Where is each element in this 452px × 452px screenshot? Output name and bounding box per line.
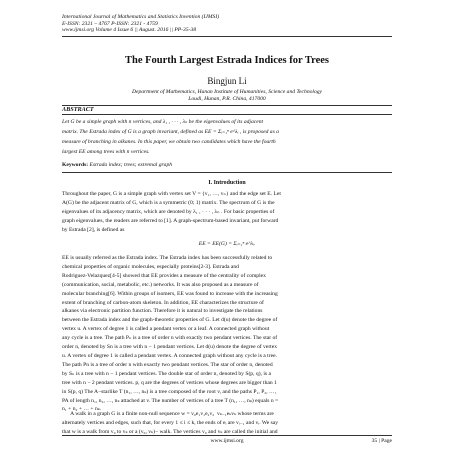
abstract-line: largest EE among trees with n vertices. <box>62 149 150 155</box>
affiliation-line-2: Loudi, Hunan, P.R. China, 417000 <box>188 95 266 102</box>
journal-issue: www.ijmsi.org Volume 4 Issue 6 || August. 2016 || PP-35-38 <box>62 27 197 34</box>
abstract-bottom-divider <box>62 172 392 173</box>
body-line: Rodriguez-Velazquez[4-5] showed that EE provides a measure of the centrality of complex <box>62 272 266 279</box>
keywords <box>62 162 392 168</box>
body-line: Throughout the paper, G is a simple graph with vertex set V = {v₁, …, vₙ} and the edge set E. Let <box>62 191 281 197</box>
abstract-line: matrix. The Estrada index of G is a graph invariant, defined as EE = Σᵢ₌₁ⁿ e^λᵢ , is proposed as a <box>62 129 279 135</box>
journal-header <box>62 14 392 34</box>
intro-paragraph-2 <box>62 254 392 414</box>
body-line: chemical properties of organic molecules, especially proteins[2-3]. Estrada and <box>62 263 239 270</box>
paper-title: The Fourth Largest Estrada Indices for Trees <box>125 55 329 66</box>
body-line: order n, denoted by Sn is a tree with n − 1 pendant vertices. Let d(u) denote the degree of vertex <box>62 344 278 351</box>
abstract-top-divider <box>62 105 392 106</box>
keywords-text: Estrada index; trees; extremal graph <box>89 162 173 168</box>
body-line: molecular branching[6]. Within groups of isomers, EE was found to increase with the increasing <box>62 290 278 297</box>
abstract-body <box>62 117 392 157</box>
abstract-line: measure of branching in alkanes. In this paper, we obtain two candidates which have the fourth <box>62 139 276 145</box>
body-line: u. A vertex of degree 1 is called a pendant vertex. A connected graph without any cycle is a tree. <box>62 352 277 359</box>
footer-divider <box>62 435 392 436</box>
abstract-line: Let G be a simple graph with n vertices, and λ₁ , · · · , λₙ be the eigenvalues of its adjacent <box>62 119 264 125</box>
intro-paragraph-3 <box>62 410 392 437</box>
affiliation-line-1: Department of Mathematics, Hunan Institute of Humanities, Science and Technology <box>131 89 323 95</box>
body-line: tree with n − 2 pendant vertices. p, q are the degrees of vertices whose degrees are bigger than 1 <box>62 379 277 386</box>
journal-name: International Journal of Mathematics and Statistics Invention (IJMSI) <box>62 14 220 20</box>
header-divider <box>62 36 392 37</box>
body-line: (communication, social, metabolic, etc.) networks. It was also proposed as a measure of <box>62 281 259 288</box>
body-line: vertex u. A vertex of degree 1 is called a pendant vertex or a leaf. A connected graph without <box>62 326 270 333</box>
body-line: eigenvalues of its adjacency matrix, which are denoted by λ₁ , · · · , λₙ . For basic properties of <box>62 208 275 215</box>
body-line: by Estrada [2], is defined as <box>62 226 125 233</box>
author-name: Bingjun Li <box>207 76 247 86</box>
body-line: any cycle is a tree. The path Pₙ is a tree of order n with exactly two pendant vertices. The star of <box>62 335 278 342</box>
body-line: between the Estrada index and the graph-theoretic properties of G. Let d(u) denote the degree of <box>62 317 278 324</box>
keywords-label: Keywords: <box>62 162 89 168</box>
body-line: The path Pn is a tree of order n with exactly two pendant vertices. The star of order n, denoted <box>62 361 273 368</box>
body-line: alkanes via electronic partition function. Therefore it is natural to investigate the relations <box>62 308 263 315</box>
body-line: graph eigenvalues, the readers are referred to [1]. A graph-spectrum-based invariant, put forward <box>62 217 279 224</box>
body-line: A(G) be the adjacent matrix of G, which is a symmetric (0; 1) matrix. The spectrum of G is the <box>62 199 275 206</box>
journal-issn: E-ISSN: 2321 – 4767 P-ISSN: 2321 - 4759 <box>62 20 158 27</box>
abstract-heading-divider <box>62 114 392 115</box>
body-line: in S(p, q) The A−starlike T (n₁, …, nₖ) is a tree composed of the root v, and the paths P₁, P₂, …, <box>62 388 277 395</box>
section-heading-introduction: I. Introduction <box>208 180 246 186</box>
footer-page-number: 35 | Page <box>371 438 392 444</box>
body-line: that w is a walk from v₀ to vₖ or a (v₀, vₖ)− walk. The vertices v₀ and vₖ are called the initial and <box>62 428 278 435</box>
body-line: alternately vertices and edges, such that, for every 1 ≤ i ≤ k, the ends of eᵢ are vᵢ₋₁ and vᵢ. We say <box>62 419 279 426</box>
body-line: by Sₙ is a tree with n − 1 pendant vertices. The double star of order n, denoted by S(p, q), is a <box>62 370 271 377</box>
footer-site: www.ijmsi.org <box>210 438 244 444</box>
body-line: A walk in a graph G is a finite non-null sequence w = v₀e₁v₁e₂v₂ vₖ₋₁eₖvₖ whose terms are <box>62 411 274 417</box>
estrada-equation: EE = EE(G) = Σᵢ₌₁ⁿ e^λᵢ. <box>198 241 256 247</box>
body-line: n₁ + n₂ + … + nₖ. <box>62 406 102 413</box>
author-affiliation <box>62 89 392 103</box>
body-line: extent of branching of carbon-atom skeleton. In addition, EE characterizes the structure of <box>62 299 264 306</box>
body-line: PA of length n₁, n₂, …, nₖ attached at v. The number of vertices of a tree T (n₁, …, nₖ) equals n = <box>62 397 279 404</box>
intro-paragraph-1 <box>62 190 392 235</box>
body-line: EE is usually referred as the Estrada index. The Estrada index has been successfully related to <box>62 255 273 261</box>
abstract-heading: ABSTRACT <box>62 106 94 113</box>
